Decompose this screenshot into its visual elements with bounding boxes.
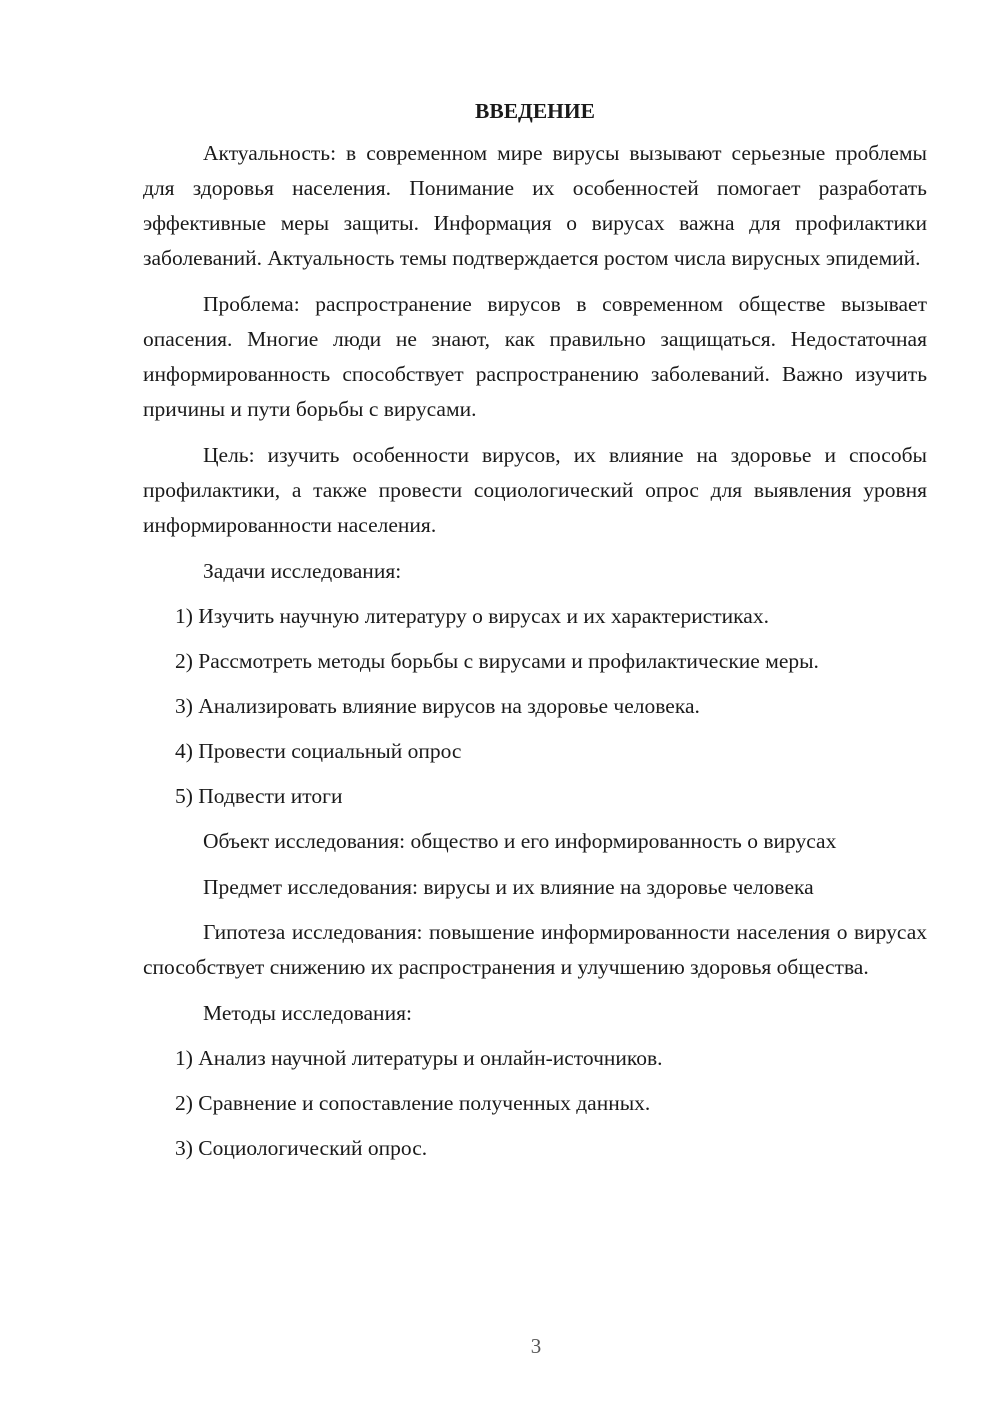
methods-list bbox=[143, 1041, 927, 1166]
subject-paragraph: Предмет исследования: вирусы и их влияние на здоровье человека bbox=[203, 875, 814, 899]
list-item: 3) Анализировать влияние вирусов на здоровье человека. bbox=[175, 694, 700, 718]
page-number: 3 bbox=[530, 1334, 542, 1358]
page-content bbox=[143, 96, 927, 1176]
problem-paragraph: Проблема: распространение вирусов в современном обществе вызывает опасения. Многие люди не знают, как правильно защищаться. Недостаточная информированность способствует распространению заболеваний. Важно изучить причины и пути борьбы с вирусами. bbox=[143, 292, 927, 421]
methods-heading: Методы исследования: bbox=[203, 1001, 412, 1025]
list-item: 1) Анализ научной литературы и онлайн-источников. bbox=[175, 1046, 663, 1070]
page-title: ВВЕДЕНИЕ bbox=[475, 99, 595, 123]
hypothesis-paragraph: Гипотеза исследования: повышение информированности населения о вирусах способствует снижению их распространения и улучшению здоровья общества. bbox=[143, 920, 927, 979]
list-item: 1) Изучить научную литературу о вирусах и их характеристиках. bbox=[175, 604, 769, 628]
object-paragraph: Объект исследования: общество и его информированность о вирусах bbox=[203, 829, 837, 853]
list-item: 3) Социологический опрос. bbox=[175, 1136, 428, 1160]
relevance-paragraph: Актуальность: в современном мире вирусы вызывают серьезные проблемы для здоровья населения. Понимание их особенностей помогает разработать эффективные меры защиты. Информация о вирусах важна для профилактики заболеваний. Актуальность темы подтверждается ростом числа вирусных эпидемий. bbox=[143, 141, 927, 270]
list-item: 2) Сравнение и сопоставление полученных данных. bbox=[175, 1091, 651, 1115]
list-item: 5) Подвести итоги bbox=[175, 784, 343, 808]
tasks-heading: Задачи исследования: bbox=[203, 559, 402, 583]
goal-paragraph: Цель: изучить особенности вирусов, их влияние на здоровье и способы профилактики, а также провести социологический опрос для выявления уровня информированности населения. bbox=[143, 443, 927, 537]
tasks-list bbox=[143, 599, 927, 814]
list-item: 2) Рассмотреть методы борьбы с вирусами и профилактические меры. bbox=[175, 649, 819, 673]
list-item: 4) Провести социальный опрос bbox=[175, 739, 462, 763]
